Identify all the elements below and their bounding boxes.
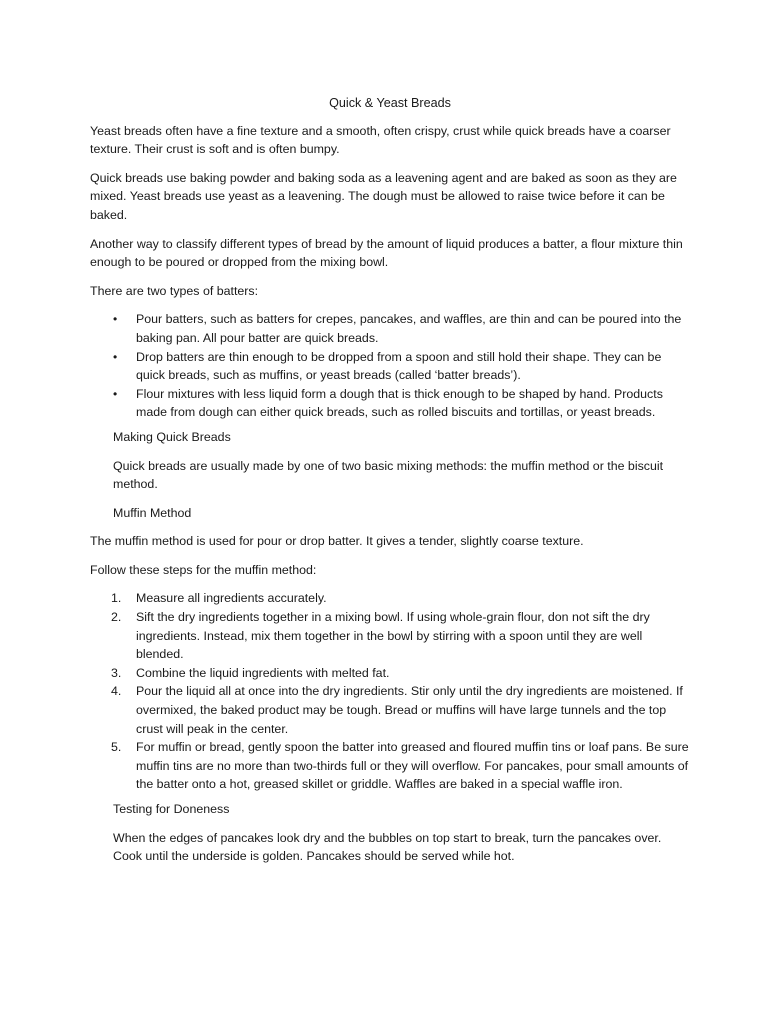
step-number: 4. bbox=[111, 684, 122, 699]
step-text: Measure all ingredients accurately. bbox=[136, 591, 327, 606]
section-heading-muffin-method: Muffin Method bbox=[113, 505, 192, 520]
step-text: Sift the dry ingredients together in a mixing bowl. If using whole-grain flour, don not sift the dry ingredients. Instead, mix them together in the bowl by stirring with a spoon until they are well blended. bbox=[136, 610, 650, 662]
section-heading-testing-for-doneness: Testing for Doneness bbox=[113, 802, 230, 816]
step-text: Combine the liquid ingredients with melted fat. bbox=[136, 665, 390, 680]
list-item bbox=[90, 664, 690, 683]
list-item bbox=[90, 682, 690, 738]
step-text: Pour the liquid all at once into the dry ingredients. Stir only until the dry ingredients are moistened. If overmixed, the baked product may be tough. Bread or muffins will have large tunnels and the top crust will peak in the center. bbox=[136, 684, 683, 736]
intro-paragraph-2: Quick breads use baking powder and baking soda as a leavening agent and are baked as soon as they are mixed. Yeast breads use yeast as a leavening. The dough must be allowed to raise twice before it can be baked. bbox=[90, 170, 677, 222]
list-item-text: Pour batters, such as batters for crepes, pancakes, and waffles, are thin and can be poured into the baking pan. All pour batter are quick breads. bbox=[136, 312, 682, 345]
list-item bbox=[90, 738, 690, 794]
bullet-icon: • bbox=[113, 349, 118, 364]
list-item bbox=[90, 310, 690, 347]
muffin-steps-list bbox=[90, 589, 690, 794]
testing-for-doneness-paragraph: When the edges of pancakes look dry and the bubbles on top start to break, turn the pancakes over. Cook until the underside is golden. Pancakes should be served while hot. bbox=[113, 830, 662, 864]
list-item-text: Flour mixtures with less liquid form a dough that is thick enough to be shaped by hand. Products made from dough can either quick breads, such as rolled biscuits and tortillas, or yeast breads. bbox=[136, 386, 663, 420]
list-item-text: Drop batters are thin enough to be dropped from a spoon and still hold their shape. They can be quick breads, such as muffins, or yeast breads (called ‘batter breads’). bbox=[136, 349, 662, 383]
muffin-steps-intro: Follow these steps for the muffin method: bbox=[90, 562, 317, 577]
step-number: 1. bbox=[111, 591, 122, 606]
step-number: 3. bbox=[111, 665, 122, 680]
muffin-method-paragraph: The muffin method is used for pour or drop batter. It gives a tender, slightly coarse texture. bbox=[90, 534, 584, 549]
batter-types-intro: There are two types of batters: bbox=[90, 283, 259, 298]
step-number: 2. bbox=[111, 610, 122, 625]
list-item bbox=[90, 348, 690, 385]
list-item bbox=[90, 385, 690, 422]
document-title: Quick & Yeast Breads bbox=[329, 96, 451, 110]
intro-paragraph-1: Yeast breads often have a fine texture and a smooth, often crispy, crust while quick breads have a coarser texture. Their crust is soft and is often bumpy. bbox=[90, 123, 671, 157]
bullet-icon: • bbox=[113, 386, 118, 401]
intro-paragraph-3: Another way to classify different types of bread by the amount of liquid produces a batter, a flour mixture thin enough to be poured or dropped from the mixing bowl. bbox=[90, 236, 683, 270]
section-heading-making-quick-breads: Making Quick Breads bbox=[113, 429, 231, 444]
step-number: 5. bbox=[111, 740, 122, 755]
list-item bbox=[90, 608, 690, 664]
list-item bbox=[90, 589, 690, 608]
bullet-icon: • bbox=[113, 312, 118, 327]
making-quick-breads-paragraph: Quick breads are usually made by one of two basic mixing methods: the muffin method or the biscuit method. bbox=[113, 458, 664, 492]
batter-types-list bbox=[90, 310, 690, 422]
step-text: For muffin or bread, gently spoon the batter into greased and floured muffin tins or loaf pans. Be sure muffin tins are no more than two-thirds full or they will overflow. For pancakes, pour small amounts of the batter onto a hot, greased skillet or griddle. Waffles are baked in a special waffle iron. bbox=[136, 740, 689, 792]
